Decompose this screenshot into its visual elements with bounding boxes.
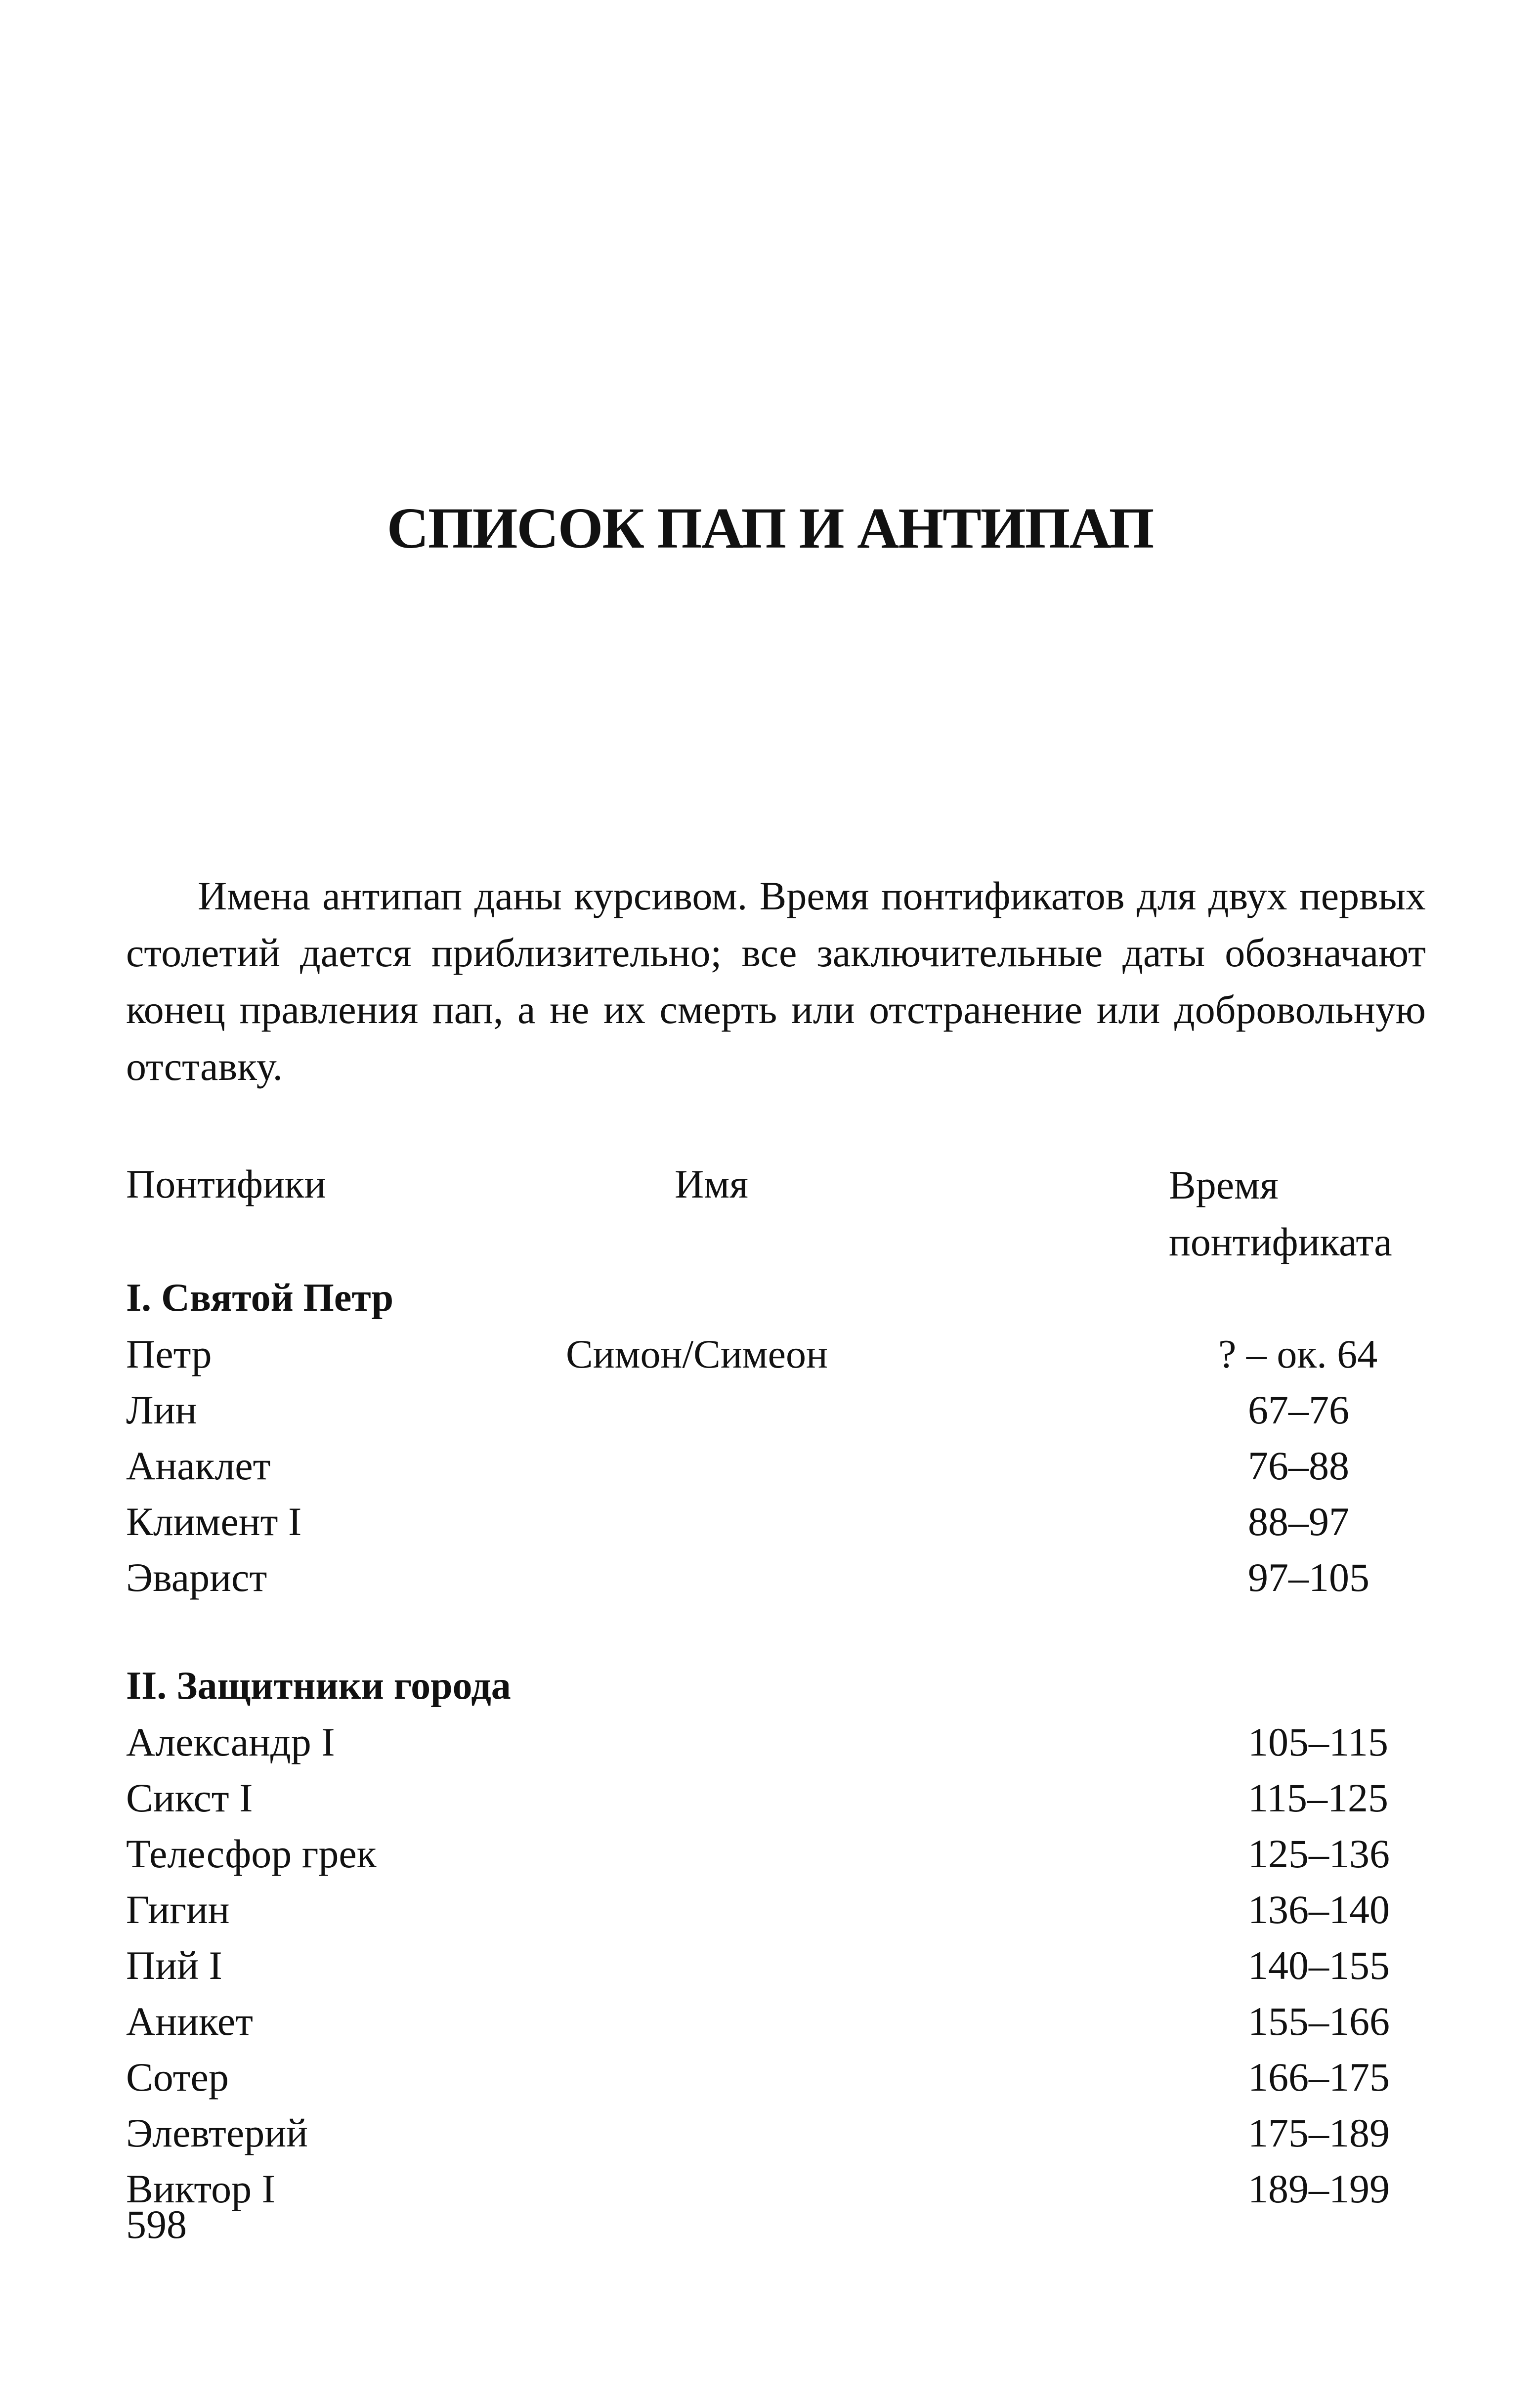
pontificate-years: 166–175 [1248, 2055, 1390, 2100]
section-saint-peter [126, 1270, 1460, 1605]
pontiff-name: Александр I [126, 1719, 335, 1764]
pontiff-name: Сикст I [126, 1775, 253, 1820]
table-row [126, 2105, 1460, 2161]
table-row [126, 2049, 1460, 2105]
pontificate-years: 97–105 [1248, 1555, 1369, 1600]
column-header-time-line2: понтификата [1169, 1219, 1392, 1264]
pontiff-name: Эварист [126, 1555, 267, 1600]
section-title: II. Защитники города [126, 1664, 511, 1708]
table-row [126, 1549, 1460, 1605]
table-row [126, 1770, 1460, 1826]
section-title: I. Святой Петр [126, 1276, 394, 1320]
pontificate-years: 136–140 [1248, 1887, 1390, 1932]
column-header-time-line1: Время [1169, 1162, 1279, 1207]
table-row [126, 1826, 1460, 1882]
pontiff-name: Сотер [126, 2055, 229, 2100]
pontiff-name: Петр [126, 1331, 212, 1376]
pontiff-name: Лин [126, 1387, 197, 1432]
pontificate-years: 140–155 [1248, 1943, 1390, 1988]
table-row [126, 1937, 1460, 1993]
pontiff-name: Пий I [126, 1943, 222, 1988]
page-number: 598 [126, 2202, 187, 2247]
table-row [126, 1326, 1460, 1382]
pontificate-years: 115–125 [1248, 1775, 1388, 1820]
pontiff-name: Элевтерий [126, 2110, 308, 2155]
pontificate-years: 125–136 [1248, 1831, 1390, 1876]
pontiff-name: Телесфор грек [126, 1831, 377, 1876]
intro-paragraph: Имена антипап даны курсивом. Время понтификатов для двух первых столетий дается приблизительно; все заключительные даты обозначают конец правления пап, а не их смерть или отстранение или добровольную отставку. [126, 873, 1426, 1089]
pontiff-name: Климент I [126, 1499, 302, 1544]
pontiff-name: Гигин [126, 1887, 230, 1932]
secular-name: Симон/Симеон [566, 1331, 828, 1376]
table-row [126, 1382, 1460, 1438]
pontificate-years: 189–199 [1248, 2166, 1390, 2211]
page-title: СПИСОК ПАП И АНТИПАП [386, 496, 1154, 560]
pontificate-years: 76–88 [1248, 1443, 1349, 1488]
table-row [126, 1494, 1460, 1549]
pontificate-years: 67–76 [1248, 1387, 1349, 1432]
table-row [126, 1993, 1460, 2049]
pontificate-years: 88–97 [1248, 1499, 1349, 1544]
table-row [126, 1882, 1460, 1937]
table-row [126, 2161, 1460, 2217]
pontiff-name: Аникет [126, 1999, 254, 2044]
section-city-defenders [126, 1658, 1460, 2217]
pontiff-name: Виктор I [126, 2166, 275, 2211]
pontificate-years: 105–115 [1248, 1719, 1388, 1764]
pontificate-years: 175–189 [1248, 2110, 1390, 2155]
column-header-time [1169, 1157, 1392, 1270]
column-header-name: Имя [675, 1161, 748, 1206]
pontiff-name: Анаклет [126, 1443, 271, 1488]
pontificate-years: 155–166 [1248, 1999, 1390, 2044]
table-row [126, 1438, 1460, 1494]
column-header-pontiffs: Понтифики [126, 1161, 326, 1206]
pontificate-years: ? – ок. 64 [1218, 1331, 1378, 1376]
table-row [126, 1714, 1460, 1770]
